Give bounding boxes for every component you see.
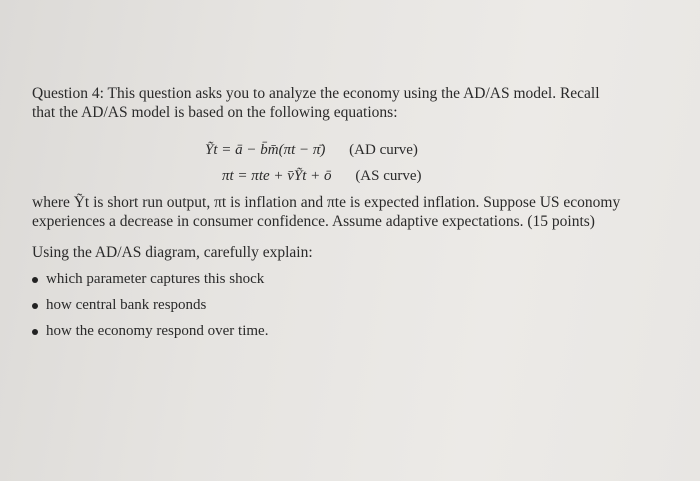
intro-line-2: that the AD/AS model is based on the following equations: [32, 104, 398, 121]
ad-equation-label: (AD curve) [349, 142, 418, 158]
ad-curve-equation [205, 142, 418, 159]
bullet-icon [32, 277, 38, 283]
instruction-text: Using the AD/AS diagram, carefully explain: [32, 244, 313, 261]
question-scenario [32, 193, 672, 231]
question-intro [32, 84, 672, 122]
scenario-line-1: where Ỹt is short run output, πt is inflation and πte is expected inflation. Suppose US economy [32, 194, 621, 211]
bullet-icon [32, 329, 38, 335]
intro-line-1: Question 4: This question asks you to analyze the economy using the AD/AS model. Recall [32, 85, 600, 102]
scenario-line-2: experiences a decrease in consumer confidence. Assume adaptive expectations. (15 points) [32, 213, 595, 230]
ad-equation-text: Ỹt = ā − b̄m̄(πt − π̄) [205, 142, 326, 158]
bullet-list [32, 270, 268, 348]
bullet-text: how the economy respond over time. [46, 323, 269, 339]
list-item [32, 296, 268, 322]
bullet-text: how central bank responds [46, 297, 207, 313]
as-equation-label: (AS curve) [355, 168, 422, 184]
as-equation-text: πt = πte + v̄Ỹt + ō [222, 168, 332, 184]
bullet-icon [32, 303, 38, 309]
bullet-text: which parameter captures this shock [46, 271, 265, 287]
as-curve-equation [222, 168, 422, 185]
list-item [32, 322, 268, 348]
list-item [32, 270, 268, 296]
